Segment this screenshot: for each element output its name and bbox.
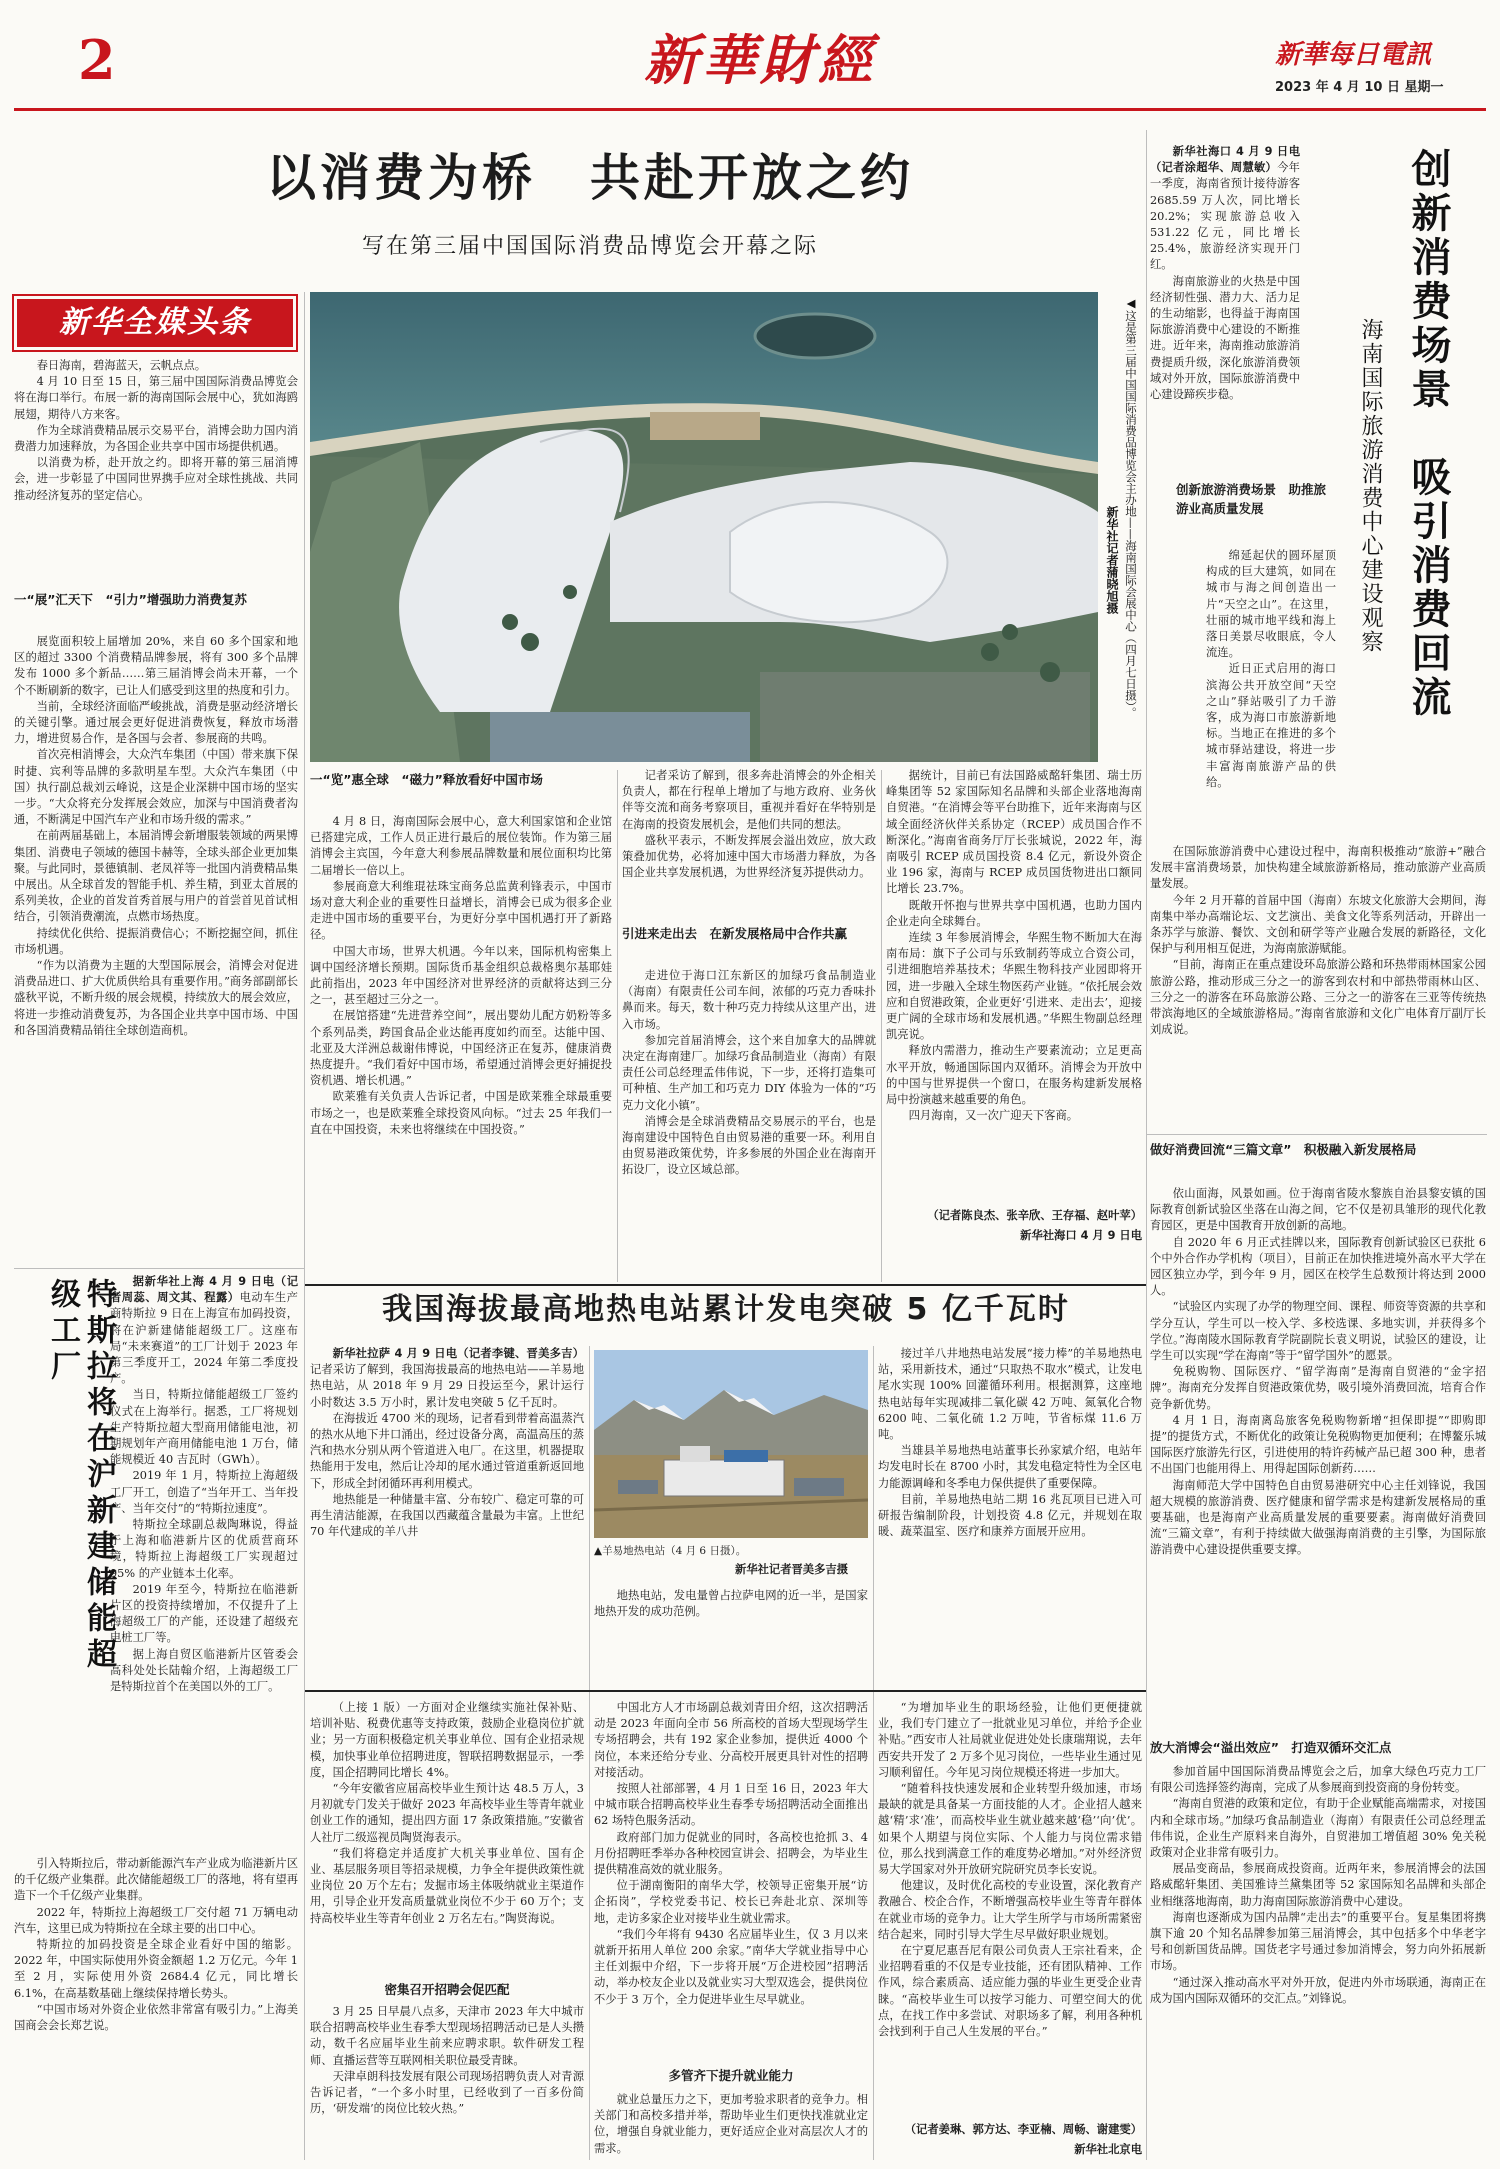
paragraph: 在宁夏尼惠吾尼有限公司负责人王宗社看来，企业招聘看重的不仅是专业技能，还有团队精神、工作作风，综合素质高、适应能力强的毕业生更受企业青睐。“高校毕业生可以按学习能力、可塑空间大的优点，在找工作中多尝试、对职场多了解，利用各种机会找到利于自己人生发展的平台。” [878, 1944, 1142, 2039]
paragraph: 引入特斯拉后，带动新能源汽车产业成为临港新片区的千亿级产业集群。此次储能超级工厂的落地，将有望再造下一个千亿级产业集群。 [14, 1857, 298, 1903]
top-story-dateline: 新华社海口 4 月 9 日电 [1020, 1229, 1142, 1242]
paragraph: 欧莱雅有关负责人告诉记者，中国是欧莱雅全球最重要市场之一，也是欧莱雅全球投资风向标。“过去 25 年我们一直在中国投资，未来也将继续在中国投资。” [310, 1090, 612, 1136]
top-story-subtitle: 写在第三届中国国际消费品博览会开幕之际 [361, 234, 818, 259]
divider-h4 [1147, 1134, 1487, 1135]
divider-v4 [1146, 130, 1147, 2160]
paragraph: 记者采访了解到，很多奔赴消博会的外企相关负责人，都在行程单上增加了与地方政府、业务伙伴等交流和商务考察项目，重视并看好在华特别是在海南的投资发展机会，是他们共同的想法。 [622, 769, 876, 831]
paragraph: 走进位于海口江东新区的加绿巧食品制造业（海南）有限责任公司车间，浓郁的巧克力香味扑鼻而来。每天，数十种巧克力持续从这里产出，进入市场。 [622, 969, 876, 1031]
paragraph: 4 月 1 日，海南离岛旅客免税购物新增“担保即提”“即购即提”的提货方式，不断优化的政策让免税购物更加便利；在博鳌乐城国际医疗旅游先行区，引进使用的特许药械产品已超 300 种，患者不出国门也能用得上、用得起国际创新药…… [1150, 1413, 1486, 1476]
paragraph: 今年 2 月开幕的首届中国（海南）东坡文化旅游大会期间，海南集中举办高端论坛、文艺演出、美食文化等系列活动，开辟出一条苏学与旅游、餐饮、文创和研学等产业融合发展的新路径，文化保护与利用相互促进，为海南旅游赋能。 [1150, 893, 1486, 956]
paragraph: 据上海自贸区临港新片区管委会高科处处长陆翰介绍，上海超级工厂是特斯拉首个在美国以外的工厂。 [110, 1647, 298, 1694]
jobs-byline: （记者姜琳、郭方达、李亚楠、周畅、谢建雯） [904, 2123, 1142, 2136]
paragraph: 以消费为桥，赴开放之约。即将开幕的第三届消博会，进一步彰显了中国同世界携手应对全球性挑战、共同推动经济复苏的坚定信心。 [14, 456, 298, 502]
paragraph: “海南自贸港的政策和定位，有助于企业赋能高端需求，对接国内和全球市场。”加绿巧食品制造业（海南）有限责任公司总经理孟伟伟说，企业生产原料来自海外，自贸港加工增值超 30% 免关税政策对企业非常有吸引力。 [1150, 1797, 1486, 1860]
paragraph: 春日海南，碧海蓝天，云帆点点。 [36, 359, 207, 372]
top-story-subhead-3: 引进来走出去 在新发展格局中合作共赢 [622, 926, 848, 941]
paragraph: 盛秋平表示，不断发挥展会溢出效应，放大政策叠加优势，必将加速中国大市场潜力释放，为各国企业共享发展机遇，为世界经济复苏提供动力。 [622, 833, 876, 880]
top-story-col4 [886, 768, 1142, 1204]
paragraph: 天津卓朗科技发展有限公司现场招聘负责人对青源告诉记者，“一个多小时里，已经收到了一百多份简历，‘研发端’的岗位比较火热。” [310, 2069, 584, 2116]
paragraph: 释放内需潜力，推动生产要素流动；立足更高水平开放，畅通国际国内双循环。消博会为开放中的中国与世界提供一个窗口，在服务构建新发展格局中扮演越来越重要的角色。 [886, 1044, 1142, 1107]
paragraph: 就业总量压力之下，更加考验求职者的竞争力。相关部门和高校多措并举，帮助毕业生们更快找准就业定位，增强自身就业能力，更好适应企业对高层次人才的需求。 [594, 2093, 868, 2155]
top-story-subhead-1: 一“展”汇天下 “引力”增强助力消费复苏 [14, 592, 247, 607]
paragraph: 目前，羊易地热电站二期 16 兆瓦项目已进入可研报告编制阶段，计划投资 4.8 亿元，并规划在取暖、蔬菜温室、医疗和康养方面展开应用。 [878, 1492, 1142, 1539]
top-story-col2 [310, 814, 612, 1286]
geo-title: 我国海拔最高地热电站累计发电突破 5 亿千瓦时 [382, 1292, 1070, 1327]
paragraph: 绵延起伏的圆环屋顶构成的巨大建筑，如同在城市与海之间创造出一片“天空之山”。在这里，壮丽的城市地平线和海上落日美景尽收眼底，令人流连。 [1206, 549, 1336, 660]
geo-photo-caption: ▲羊易地热电站（4 月 6 日摄）。 [594, 1545, 747, 1557]
top-story-col1 [14, 358, 298, 586]
jobs-col-b2 [594, 2092, 868, 2160]
hainan-col-e [1150, 1764, 1486, 2160]
paragraph: 特斯拉全球副总裁陶琳说，得益于上海和临港新片区的优质营商环境，特斯拉上海超级工厂实现超过 95% 的产业链本土化率。 [110, 1518, 298, 1580]
paragraph: 据统计，目前已有法国路威酩轩集团、瑞士历峰集团等 52 家国际知名品牌和头部企业落地海南自贸港。“在消博会等平台助推下，近年来海南与区域全面经济伙伴关系协定（RCEP）成员国合作不断深化。”海南省商务厅厅长张城说，2022 年，海南吸引 RCEP 成员国投资 8.4 亿元，新设外资企业 196 家，海南与 RCEP 成员国货物进出口额同比增长 23.7%。 [886, 769, 1142, 896]
issue-date: 2023 年 4 月 10 日 星期一 [1275, 80, 1444, 95]
divider-v5 [589, 1346, 590, 2160]
paragraph: 参加首届中国国际消费品博览会之后，加拿大绿色巧克力工厂有限公司选择签约海南，完成了从参展商到投资商的身份转变。 [1150, 1765, 1486, 1795]
hainan-col-c [1150, 844, 1486, 1128]
divider-h3 [305, 1690, 1146, 1692]
paragraph: 在展馆搭建“先进营养空间”，展出婴幼儿配方奶粉等多个系列品类，跨国食品企业达能再度如约而至。达能中国、北亚及大洋洲总裁谢伟博说，中国经济正在复苏，健康消费热度提升。“我们看好中国市场，希望通过消博会更好捕捉投资机遇、增长机遇。” [310, 1009, 612, 1088]
paragraph: 既敞开怀抱与世界共享中国机遇，也助力国内企业走向全球舞台。 [886, 898, 1142, 928]
paragraph: “我们将稳定并适度扩大机关事业单位、国有企业、基层服务项目等招录规模，力争全年提供政策性就业岗位 20 万个左右；发掘市场主体吸纳就业主渠道作用，引导企业开发高质量就业岗位不少于 60 万个；支持高校毕业生等青年创业 2 万名左右。”陶贤海说。 [310, 1846, 584, 1925]
paragraph: 中国北方人才市场副总裁刘青田介绍，这次招聘活动是 2023 年面向全市 56 所高校的首场大型现场学生专场招聘会，共有 192 家企业参加，提供近 4000 个岗位，本来还给分专业、分高校开展更具针对性的招聘对接活动。 [594, 1701, 868, 1779]
divider-v1 [304, 292, 305, 2160]
tesla-title: 特斯拉将在沪新建储能超级工厂 [45, 1278, 116, 1674]
paragraph: 2022 年，特斯拉上海超级工厂交付超 71 万辆电动汽车，这里已成为特斯拉在全球主要的出口中心。 [14, 1905, 298, 1935]
top-story-subhead-2: 一“览”惠全球 “磁力”释放看好中国市场 [310, 772, 543, 787]
divider-v2 [617, 770, 618, 1282]
paragraph: 海南师范大学中国特色自由贸易港研究中心主任刘锋说，我国超大规模的旅游消费、医疗健康和留学需求是构建新发展格局的重要基础，也是海南产业高质量发展的重要要素。海南做好消费回流“三篇文章”，有利于持续做大做强海南消费的主引擎，为国际旅游消费中心建设提供重要支撑。 [1150, 1478, 1486, 1557]
paragraph: 海南旅游业的火热是中国经济韧性强、潜力大、活力足的生动缩影，也得益于海南国际旅游消费中心建设的不断推进。近年来，海南推动旅游消费提质升级，深化旅游消费领域对外开放，国际旅游消费中心建设蹄疾步稳。 [1150, 274, 1300, 402]
masthead-rule [14, 108, 1486, 111]
hainan-col-d [1150, 1186, 1486, 1732]
paragraph: 依山面海，风景如画。位于海南省陵水黎族自治县黎安镇的国际教育创新试验区坐落在山海之间，它不仅是初具雏形的现代化教育园区，更是中国教育开放创新的高地。 [1150, 1187, 1486, 1233]
paragraph: 四月海南，又一次广迎天下客商。 [908, 1109, 1079, 1123]
page-number: 2 [78, 28, 116, 92]
paragraph: 当日，特斯拉储能超级工厂签约仪式在上海举行。据悉，工厂将规划生产特斯拉超大型商用储能电池，初期规划年产商用储能电池 1 万台，储能规模近 40 吉瓦时（GWh）。 [110, 1388, 298, 1467]
paragraph: 消博会是全球消费精品交易展示的平台，也是海南建设中国特色自由贸易港的重要一环。利用自由贸易港政策优势，许多参展的外国企业在海南开拓设厂，设立区域总部。 [622, 1114, 876, 1177]
paragraph: “中国市场对外资企业依然非常富有吸引力。”上海美国商会会长郑艺说。 [14, 2002, 298, 2033]
top-story-col3b [622, 968, 876, 1286]
jobs-col-a2 [310, 2004, 584, 2160]
paragraph: “我们今年将有 9430 名应届毕业生，仅 3 月以来就新开拓用人单位 200 余家。”南华大学就业指导中心主任刘振中介绍，下一步将开展“万企进校园”招聘活动，举办校友企业以及就业实习大型双选会，提供岗位不少于 3 万个，全力促进毕业生尽早就业。 [594, 1927, 868, 2006]
paragraph: 2019 年 1 月，特斯拉上海超级工厂开工，创造了“当年开工、当年投产、当年交付”的“特斯拉速度”。 [110, 1469, 298, 1515]
divider-v6 [873, 1346, 874, 2160]
paragraph: 持续优化供给、提振消费信心；不断挖掘空间，抓住市场机遇。 [14, 926, 298, 956]
hainan-title: 创新消费场景 吸引消费回流 [1405, 148, 1451, 720]
paragraph: 免税购物、国际医疗、“留学海南”是海南自贸港的“金字招牌”。海南充分发挥自贸港政策优势，吸引境外消费回流，培育合作竞争新优势。 [1150, 1365, 1486, 1411]
paragraph: 他建议，及时优化高校的专业设置，深化教育产教融合、校企合作，不断增强高校毕业生等青年群体在就业市场的竞争力。让大学生所学与市场所需紧密结合起来，同时引导大学生尽早做好职业规划。 [878, 1879, 1142, 1941]
jobs-col-a [310, 1700, 584, 1976]
paragraph: 连续 3 年参展消博会，华熙生物不断加大在海南布局：旗下子公司与乐致制药等成立合资公司，引进细胞培养基技术；华熙生物科技产业园即将开园，进一步融入全球生物医药产业链。“依托展会效应和自贸港政策，企业更好‘引进来、走出去’，迎接更广阔的全球市场和发展机遇。”华熙生物副总经理凯亮说。 [886, 931, 1142, 1042]
paragraph: 接过羊八井地热电站发展“接力棒”的羊易地热电站，采用新技术，通过“只取热不取水”模式，让发电尾水实现 100% 回灌循环利用。根据测算，这座地热电站每年实现减排二氧化碳 42 万吨、氮氧化合物 6200 吨、二氧化硫 1.2 万吨，节省标煤 11.6 万吨。 [878, 1347, 1142, 1442]
lead-dateline: 新华社拉萨 4 月 9 日电（记者李键、晋美多吉） [332, 1347, 584, 1360]
paragraph: 新华社海口 4 月 9 日电（记者涂超华、周慧敏）今年一季度，海南省预计接待游客 2685.59 万人次，同比增长 20.2%；实现旅游总收入 531.22 亿元，同比增长 25.4%，旅游经济实现开门红。 [1150, 145, 1300, 272]
banner-label: 新华全媒头条 [12, 294, 298, 352]
paragraph: “随着科技快速发展和企业转型升级加速，市场最缺的就是具备某一方面技能的人才。企业招人越来越‘精’求‘准’，而高校毕业生就业越来越‘稳’‘向’优’。如果个人期望与岗位实际、个人能力与岗位需求错位，那么找到满意工作的难度势必增加。”对外经济贸易大学国家对外开放研究院研究员李长安说。 [878, 1782, 1142, 1877]
paragraph: 2019 年至今，特斯拉在临港新片区的投资持续增加，不仅提升了上海超级工厂的产能，还设建了超级充电桩工厂等。 [110, 1582, 298, 1645]
top-story-col3a [622, 768, 876, 920]
paragraph: “试验区内实现了办学的物理空间、课程、师资等资源的共享和学分互认，学生可以一校入学、多校选课、多地实训，并获得多个学位。”海南陵水国际教育学院副院长袁义明说，试验区的建设，让学生可以实现“学在海南”等于“留学国外”的愿景。 [1150, 1300, 1486, 1363]
paragraph: 当雄县羊易地热电站董事长孙家斌介绍，电站年均发电时长在 8700 小时，其发电稳定特性为全区电力能源调峰和冬季电力保供提供了重要保障。 [878, 1444, 1142, 1490]
paragraph: 自 2020 年 6 月正式挂牌以来，国际教育创新试验区已获批 6 个中外合作办学机构（项目），目前正在加快推进境外高水平大学在园区独立办学，到今年 9 月，园区在校学生总数预计将达到 2000 人。 [1150, 1235, 1486, 1298]
paragraph: 当前，全球经济面临严峻挑战，消费是驱动经济增长的关键引擎。通过展会更好促进消费恢复，释放市场潜力，增进贸易合作，是各国与会者、参展商的共鸣。 [14, 699, 298, 746]
paragraph: “目前，海南正在重点建设环岛旅游公路和环热带雨林国家公园旅游公路，推动形成三分之一的游客到农村和中部热带雨林山区、三分之一的游客在环岛旅游公路、三分之一的游客在三亚等传统热带滨海地区的全域旅游格局。”海南省旅游和文化广电体育厅副厅长刘成说。 [1150, 958, 1486, 1037]
paragraph: 特斯拉的加码投资是全球企业看好中国的缩影。2022 年，中国实际使用外资金额超 1.2 万亿元。今年 1 至 2 月，实际使用外资 2684.4 亿元，同比增长 6.1%，在高基数基础上继续保持增长势头。 [14, 1938, 298, 2000]
geo-col-b [594, 1588, 868, 1668]
paragraph: 位于湖南衡阳的南华大学，校领导正密集开展“访企拓岗”，学校党委书记、校长已奔赴北京、深圳等地，走访多家企业对接毕业生就业需求。 [594, 1879, 868, 1925]
hainan-subhead-2: 做好消费回流“三篇文章” 积极融入新发展格局 [1150, 1142, 1417, 1157]
geothermal-photo [594, 1350, 868, 1538]
divider-h2 [305, 1284, 1146, 1286]
paragraph: “作为以消费为主题的大型国际展会，消博会对促进消费品进口、扩大优质供给具有重要作用。”商务部副部长盛秋平说，不断升级的展会规模，持续放大的展会效应，将进一步推动消费复苏，为各国企业共享中国市场、中国和各国消费精品销往全球创造商机。 [14, 959, 298, 1037]
lead-dateline: 据新华社上海 4 月 9 日电（记者周蕊、周文其、程露） [110, 1275, 298, 1305]
paragraph: 展览面积较上届增加 20%，来自 60 多个国家和地区的超过 3300 个消费精品牌参展，将有 300 多个品牌发布 1000 多个新品……第三届消博会尚未开幕，一个个不断刷新的数字，已让人们感受到这里的热度和引力。 [14, 635, 298, 697]
expo-aerial-photo [310, 292, 1098, 762]
jobs-dateline: 新华社北京电 [1074, 2143, 1142, 2156]
paragraph: 在前两届基础上，本届消博会新增服装领域的两果博集团、消费电子领域的德国卡赫等，全球头部企业更加集聚。与此同时，景德镇制、老凤祥等一批国内消费精品集中展出。从全球首发的智能手机、养生精，到亚太首展的系列美妆，企业的首发首秀首展与用户的首尝首见首试相结合，引领消费潮流，点燃市场热度。 [14, 829, 298, 924]
hainan-subtitle: 海南国际旅游消费中心建设观察 [1358, 318, 1383, 654]
lead-dateline: 新华社海口 4 月 9 日电（记者涂超华、周慧敏） [1150, 145, 1300, 175]
paragraph: “为增加毕业生的职场经验，让他们更便捷就业，我们专门建立了一批就业见习单位，并给予企业补贴。”西安市人社局就业促进处处长康瑞翔说，去年西安共开发了 2 万多个见习岗位，一些毕业生通过见习顺利留任。今年见习岗位规模还将进一步加大。 [878, 1701, 1142, 1779]
top-story-title: 以消费为桥 共赴开放之约 [266, 149, 914, 207]
paragraph: 地热电站，发电量曾占拉萨电网的近一半，是国家地热开发的成功范例。 [594, 1589, 868, 1619]
tesla-col-b [14, 1856, 298, 2160]
geo-col-a [310, 1346, 584, 1686]
paragraph: 政府部门加力促就业的同时，各高校也抢抓 3、4 月份招聘旺季举办各种校园宣讲会、招聘会，为毕业生提供精准高效的就业服务。 [594, 1830, 868, 1877]
paragraph: “通过深入推动高水平对外开放，促进内外市场联通，海南正在成为国内国际双循环的交汇点。”刘锋说。 [1150, 1975, 1486, 2005]
jobs-subhead-1: 密集召开招聘会促匹配 [384, 1982, 510, 1997]
paragraph: 按照人社部部署，4 月 1 日至 16 日，2023 年大中城市联合招聘高校毕业生春季专场招聘活动全面推出 62 场特色服务活动。 [594, 1782, 868, 1828]
paragraph: 近日正式启用的海口滨海公共开放空间“天空之山”驿站吸引了力千游客，成为海口市旅游新地标。当地正在推进的多个城市驿站建设，将进一步丰富海南旅游产品的供给。 [1206, 662, 1336, 789]
paragraph: 据新华社上海 4 月 9 日电（记者周蕊、周文其、程露）电动车生产商特斯拉 9 日在上海宣布加码投资，将在沪新建储能超级工厂。这座布局“未来赛道”的工厂计划于 2023 年第三季度开工，2024 年第二季度投产。 [110, 1275, 298, 1386]
hainan-col-b [1206, 548, 1336, 842]
paragraph: 4 月 8 日，海南国际会展中心，意大利国家馆和企业馆已搭建完成，工作人员正进行最后的展位装饰。作为第三届消博会主宾国，今年意大利参展品牌数量和展位面积均比第二届增长一倍以上。 [310, 815, 612, 877]
paragraph: 新华社拉萨 4 月 9 日电（记者李键、晋美多吉）记者采访了解到，我国海拔最高的地热电站——羊易地热电站，从 2018 年 9 月 29 日投运至今，累计运行小时数达 3.5 万小时，累计发电突破 5 亿千瓦时。 [310, 1347, 584, 1409]
paper-logo: 新華每日電訊 [1275, 40, 1432, 70]
paragraph: 中国大市场，世界大机遇。今年以来，国际机构密集上调中国经济增长预期。国际货币基金组织总裁格奥尔基耶娃此前指出，2023 年中国经济对世界经济的贡献将达到三分之一，甚至超过三分之一。 [310, 944, 612, 1007]
paragraph: 展品变商品，参展商成投资商。近两年来，参展消博会的法国路威酩轩集团、美国雅诗兰黛集团等 52 家国际知名品牌和头部企业相继落地海南，助力海南国际旅游消费中心建设。 [1150, 1862, 1486, 1908]
paragraph: （上接 1 版）一方面对企业继续实施社保补贴、培训补贴、税费优惠等支持政策，鼓励企业稳岗位扩就业；另一方面积极稳定机关事业单位、国有企业招录规模，加快事业单位招聘进度，智联招聘数据显示，一季度，国企招聘同比增长 4%。 [310, 1701, 584, 1779]
hainan-subhead-3: 放大消博会“溢出效应” 打造双循环交汇点 [1150, 1740, 1392, 1755]
tesla-col-a [110, 1274, 298, 1854]
paragraph: 3 月 25 日早晨八点多，天津市 2023 年大中城市联合招聘高校毕业生春季大型现场招聘活动已是人头攒动，数千名应届毕业生前来应聘求职。软件研发工程师、直播运营等互联网相关职位最受青睐。 [310, 2005, 584, 2067]
masthead [0, 0, 1500, 112]
geo-col-c [878, 1346, 1142, 1668]
divider-h1 [14, 1268, 304, 1269]
divider-v3 [881, 770, 882, 1282]
hainan-subhead-1: 创新旅游消费场景 助推旅游业高质量发展 [1176, 482, 1327, 516]
paragraph: “今年安徽省应届高校毕业生预计达 48.5 万人，3 月初就专门发关于做好 2023 年高校毕业生等青年就业创业工作的通知，提出四方面 17 条政策措施。”安徽省人社厅二级巡视员陶贤海表示。 [310, 1782, 584, 1844]
paragraph: 作为全球消费精品展示交易平台，消博会助力国内消费潜力加速释放，为各国企业共享中国市场提供机遇。 [14, 423, 298, 454]
paragraph: 在海拔近 4700 米的现场，记者看到带着高温蒸汽的热水从地下井口涌出，经过设备分离，高温高压的蒸汽和热水分别从两个管道进入电厂。在这里，机器提取热能用于发电，然后让冷却的尾水通过管道重新返回地下，形成全封闭循环再利用模式。 [310, 1411, 584, 1490]
paragraph: 4 月 10 日至 15 日，第三届中国国际消费品博览会将在海口举行。布展一新的海南国际会展中心，犹如海鸥展翅，期待八方来客。 [14, 375, 298, 421]
jobs-col-b [594, 1700, 868, 2058]
paragraph: 海南也逐渐成为国内品牌“走出去”的重要平台。复星集团将携旗下逾 20 个知名品牌参加第三届消博会，其中包括多个中华老字号和创新国货品牌。国货老字号通过参加消博会，努力向外拓展新市场。 [1150, 1910, 1486, 1973]
paragraph: 参加完首届消博会，这个来自加拿大的品牌就决定在海南建厂。加绿巧食品制造业（海南）有限责任公司总经理孟伟伟说，下一步，还将打造集可可种植、生产加工和巧克力 DIY 体验为一体的“巧克力文化小镇”。 [622, 1033, 876, 1112]
section-logo: 新華財經 [644, 28, 876, 92]
geo-photo-credit: 新华社记者晋美多吉摄 [735, 1563, 848, 1576]
paragraph: 在国际旅游消费中心建设过程中，海南积极推动“旅游+”融合发展丰富消费场景，加快构建全域旅游新格局，推动旅游产业高质量发展。 [1150, 845, 1486, 891]
top-story-byline: （记者陈良杰、张辛欣、王存福、赵叶苹） [927, 1209, 1142, 1222]
hainan-col-a [1150, 144, 1300, 466]
paragraph: 地热能是一种储量丰富、分布较广、稳定可靠的可再生清洁能源，在我国以西藏蕴含量最为丰富。上世纪 70 年代建成的羊八井 [310, 1492, 584, 1539]
top-story-col1b [14, 634, 298, 1286]
photo-caption-vertical: ◀这是第三届中国国际消费品博览会主办地——海南国际会展中心（四月七日摄）。 新华社记者蒲晓旭摄 [1105, 296, 1138, 719]
paragraph: 首次亮相消博会，大众汽车集团（中国）带来旗下保时捷、宾利等品牌的多款明星车型。大众汽车集团（中国）执行副总裁刘云峰说，这是企业深耕中国市场的坚实一步。“大众将充分发挥展会效应，加深与中国消费者沟通，不断满足中国汽车产业和市场升级的需求。” [14, 748, 298, 827]
jobs-col-c [878, 1700, 1142, 2118]
jobs-subhead-2: 多管齐下提升就业能力 [668, 2068, 794, 2083]
paragraph: 参展商意大利维琨祛珠宝商务总监黄利锋表示，中国市场对意大利企业的重要性日益增长，消博会已成为很多企业走进中国市场的重要平台，为更好分享中国机遇打开了新路径。 [310, 879, 612, 942]
